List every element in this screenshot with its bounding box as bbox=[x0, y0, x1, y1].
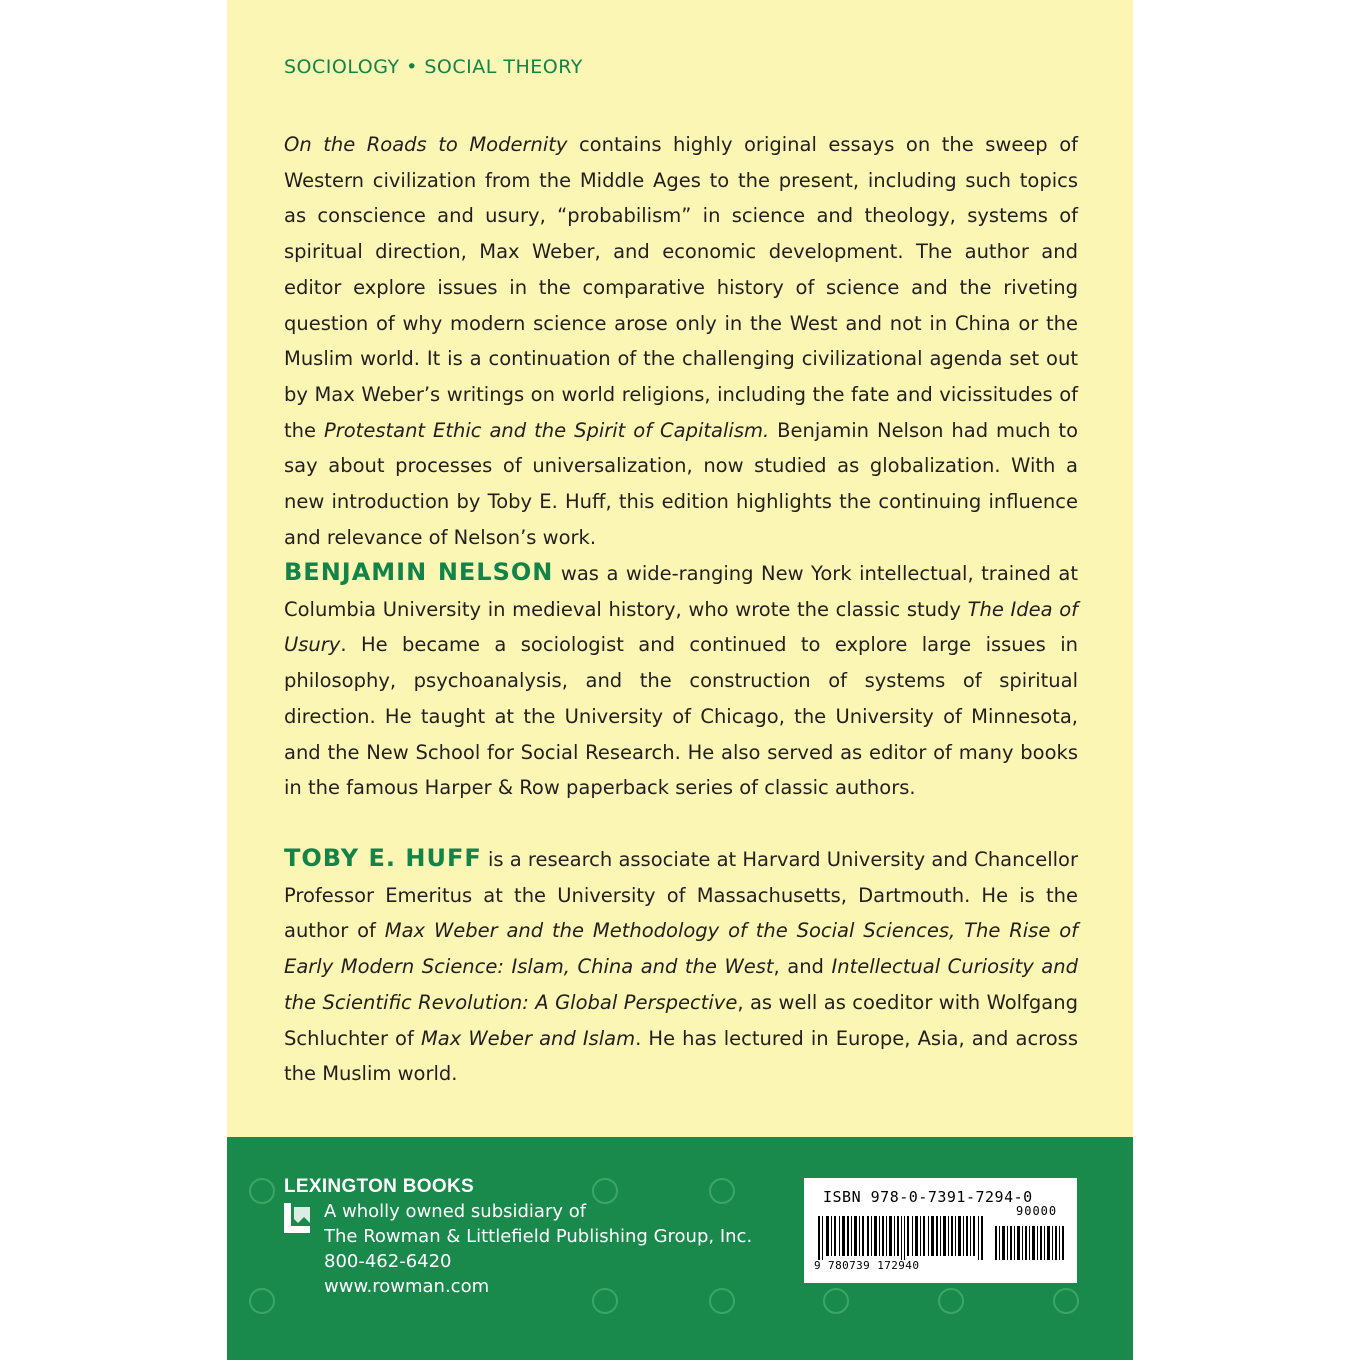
isbn-number: ISBN 978-0-7391-7294-0 bbox=[823, 1188, 1033, 1206]
publisher-block bbox=[284, 1175, 752, 1299]
editor-work-titles: Max Weber and the Methodology of the Social Sciences, The Rise of Early Modern Science: Islam, China and the West bbox=[284, 919, 1078, 979]
author-bio-text: was a wide-ranging New York intellectual, trained at Columbia University in medieval history, who wrote the classic study bbox=[284, 562, 1079, 621]
author-name: BENJAMIN NELSON bbox=[284, 558, 554, 586]
publisher-parent-company: The Rowman & Littlefield Publishing Group, Inc. bbox=[324, 1226, 753, 1247]
editor-bio-text-4: . He has lectured in Europe, Asia, and across the Muslim world. bbox=[284, 1026, 1079, 1086]
publisher-details bbox=[324, 1199, 752, 1299]
book-title: On the Roads to Modernity bbox=[284, 133, 568, 156]
decorative-ring-icon bbox=[249, 1288, 275, 1314]
barcode-icon bbox=[814, 1216, 1069, 1260]
editor-bio-text-2: , and bbox=[773, 955, 832, 979]
description-paragraph bbox=[284, 127, 1078, 555]
book-back-cover bbox=[227, 0, 1133, 1360]
publisher-phone: 800-462-6420 bbox=[324, 1251, 452, 1272]
price-code: 90000 bbox=[1016, 1204, 1058, 1218]
isbn-barcode-box bbox=[804, 1178, 1077, 1283]
description-text: contains highly original essays on the sweep of Western civilization from the Middle Ages to the present, including such topics as conscience and usury, “probabilism” in science and theology, systems of spiritual direction, Max Weber, and economic development. The author and editor explore issues in the comparative history of science and the riveting question of why modern science arose only in the West and not in China or the Muslim world. It is a continuation of the challenging civilizational agenda set out by Max Weber’s writings on world religions, including the fate and vicissitudes of the bbox=[284, 133, 1078, 442]
category-label: SOCIOLOGY • SOCIAL THEORY bbox=[284, 56, 583, 78]
barcode-digits: 9 780739 172940 bbox=[814, 1259, 920, 1272]
publisher-footer bbox=[227, 1137, 1133, 1360]
publisher-logo-icon bbox=[284, 1203, 312, 1233]
description-text-continued: Benjamin Nelson had much to say about processes of universalization, now studied as globalization. With a new introduction by Toby E. Huff, this edition highlights the continuing influence and relevance of Nelson’s work. bbox=[284, 418, 1079, 549]
editor-work-title-2: Intellectual Curiosity and the Scientific Revolution: A Global Perspective bbox=[284, 955, 1078, 1014]
decorative-ring-icon bbox=[249, 1178, 275, 1204]
editor-bio-text: is a research associate at Harvard University and Chancellor Professor Emeritus at the University of Massachusetts, Dartmouth. He is the author of bbox=[284, 848, 1078, 943]
decorative-ring-icon bbox=[938, 1288, 964, 1314]
decorative-ring-icon bbox=[823, 1288, 849, 1314]
publisher-subsidiary-line: A wholly owned subsidiary of bbox=[324, 1201, 587, 1222]
cited-work-title: Protestant Ethic and the Spirit of Capitalism. bbox=[323, 418, 770, 442]
author-work-title: The Idea of Usury bbox=[284, 597, 1078, 657]
publisher-name: LEXINGTON BOOKS bbox=[284, 1176, 474, 1197]
editor-bio-paragraph bbox=[284, 841, 1078, 1092]
publisher-website: www.rowman.com bbox=[324, 1276, 490, 1297]
editor-work-title-3: Max Weber and Islam bbox=[420, 1026, 636, 1050]
author-bio-text-continued: . He became a sociologist and continued to explore large issues in philosophy, psychoanalysis, and the construction of systems of spiritual direction. He taught at the University of Chicago, the University of Minnesota, and the New School for Social Research. He also served as editor of many books in the famous Harper & Row paperback series of classic authors. bbox=[284, 633, 1078, 800]
decorative-ring-icon bbox=[1053, 1288, 1079, 1314]
author-bio-paragraph bbox=[284, 555, 1078, 806]
editor-bio-text-3: , as well as coeditor with Wolfgang Schluchter of bbox=[284, 990, 1078, 1050]
editor-name: TOBY E. HUFF bbox=[284, 844, 482, 872]
